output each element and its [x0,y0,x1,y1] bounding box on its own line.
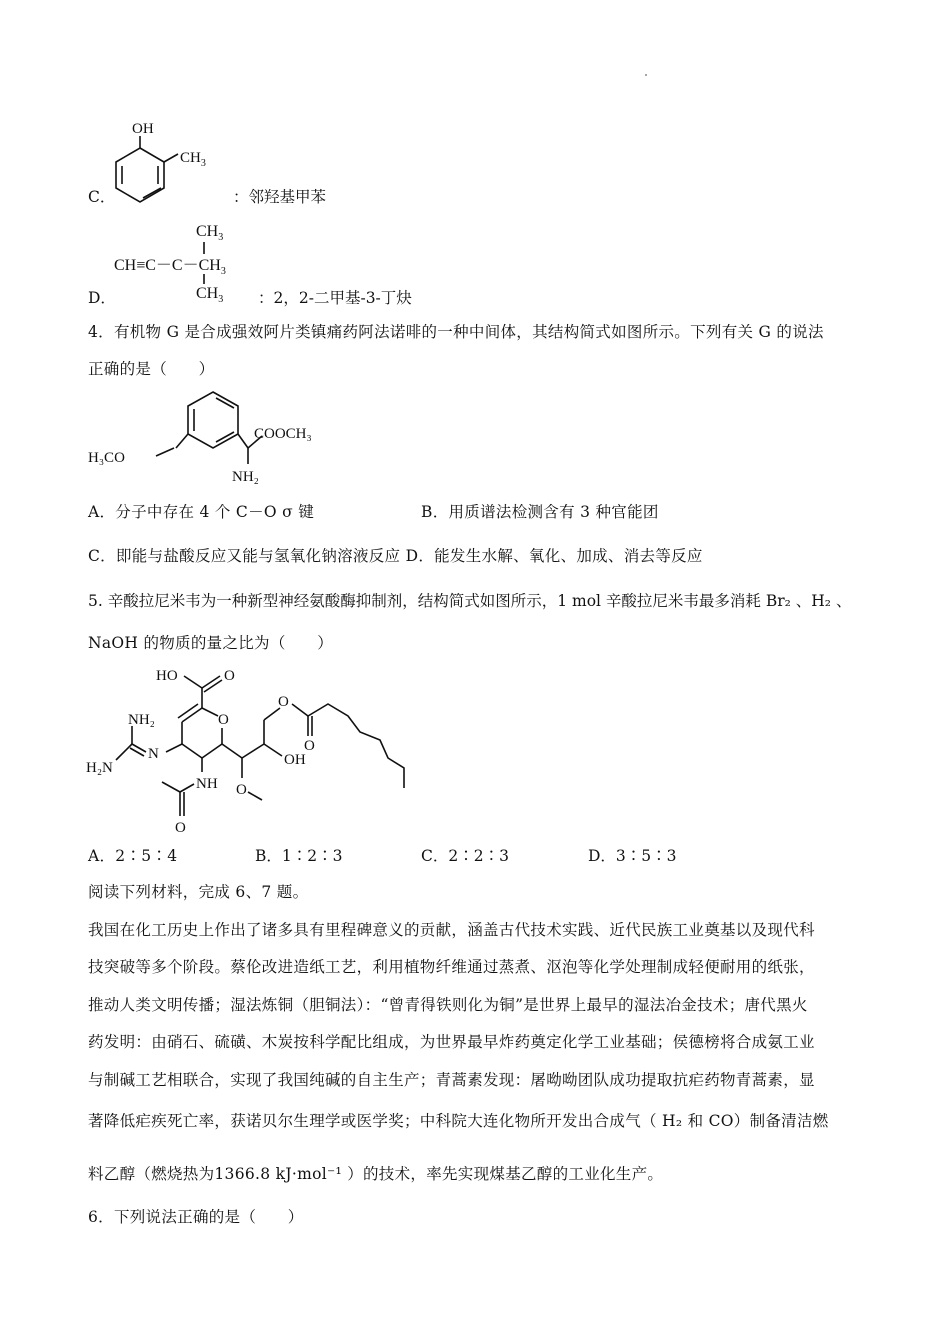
amine-label: NH₂ [232,469,259,485]
ester-carbonyl-o-label: O [304,738,315,754]
reading-intro: 阅读下列材料，完成 6、7 题。 [88,883,309,901]
q6-stem: 6．下列说法正确的是（ ） [88,1208,304,1226]
h2n-label: H₂N [86,760,113,776]
q5-option-a: A．2∶5∶4 [88,847,178,865]
q4-stem-line1: 4．有机物 G 是合成强效阿片类镇痛药阿法诺啡的一种中间体，其结构简式如图所示。下列有关 G 的说法 [88,323,824,341]
ch3-bottom-label: $CH_3$ [196,285,224,304]
ch3-label: $CH_3$ [180,150,206,169]
compound-g-structure [88,386,328,490]
methoxy-label: H₃CO [88,450,125,466]
o-cresol-structure [110,118,220,204]
q4-option-b: B．用质谱法检测含有 3 种官能团 [421,503,659,521]
reading-paragraph-line1: 我国在化工历史上作出了诸多具有里程碑意义的贡献，涵盖古代技术实践、近代民族工业奠基以及现代科 [88,921,815,939]
q3-option-d-name: ：2，2-二甲基-3-丁炔 [258,289,412,307]
q5-option-c: C．2∶2∶3 [421,847,509,865]
reading-paragraph-line6: 著降低疟疾死亡率，获诺贝尔生理学或医学奖；中科院大连化物所开发出合成气（ H₂ 和 CO）制备清洁燃 [88,1112,829,1130]
methoxy-o-label: O [236,782,247,798]
carbonyl-o-label: O [224,668,235,684]
ring-o-label: O [218,712,229,728]
ho-label: HO [156,668,178,684]
q4-option-a: A．分子中存在 4 个 C－O σ 键 [88,503,315,521]
oh-label: OH [132,121,154,137]
n-label: N [148,746,159,762]
q4-option-cd: C．即能与盐酸反应又能与氢氧化钠溶液反应 D．能发生水解、氧化、加成、消去等反应 [88,547,703,565]
q3-option-c-name: ：邻羟基甲苯 [233,188,327,206]
ester-label: COOCH₃ [254,426,312,442]
q3-option-d-letter: D． [88,289,116,307]
ch3-top-label: $CH_3$ [196,223,224,243]
q5-stem-line1: 5. 辛酸拉尼米韦为一种新型神经氨酸酶抑制剂，结构简式如图所示，1 mol 辛酸拉尼米韦最多消耗 Br₂ 、H₂ 、 [88,592,852,610]
alkyne-chain-label: $CH\equiv C-C-CH_3$ [114,257,226,277]
reading-paragraph-line4: 药发明：由硝石、硫磺、木炭按科学配比组成，为世界最早炸药奠定化学工业基础；侯德榜将合成氨工业 [88,1033,815,1051]
q4-stem-line2: 正确的是（ ） [88,360,215,378]
ester-o-label: O [278,694,289,710]
hydroxyl-label: OH [284,752,306,768]
reading-paragraph-line5: 与制碱工艺相联合，实现了我国纯碱的自主生产；青蒿素发现：屠呦呦团队成功提取抗疟药物青蒿素，显 [88,1071,815,1089]
q5-option-b: B．1∶2∶3 [255,847,343,865]
reading-paragraph-line7: 料乙醇（燃烧热为1366.8 kJ·mol⁻¹ ）的技术，率先实现煤基乙醇的工业化生产。 [88,1165,664,1183]
q5-option-d: D．3∶5∶3 [588,847,677,865]
q5-stem-line2: NaOH 的物质的量之比为（ ） [88,634,334,652]
q3-option-c-letter: C． [88,188,116,206]
amide-o-label: O [175,820,186,836]
nh2-label: NH₂ [128,712,155,728]
reading-paragraph-line3: 推动人类文明传播；湿法炼铜（胆铜法）：“曾青得铁则化为铜”是世界上最早的湿法冶金技术；唐代黑火 [88,996,808,1014]
reading-paragraph-line2: 技突破等多个阶段。蔡伦改进造纸工艺，利用植物纤维通过蒸煮、沤泡等化学处理制成轻便耐用的纸张， [88,958,815,976]
page-mark-dot [645,74,647,76]
alkyne-structure [112,218,272,304]
laninamivir-octanoate-structure [86,660,416,836]
nh-label: NH [196,776,218,792]
